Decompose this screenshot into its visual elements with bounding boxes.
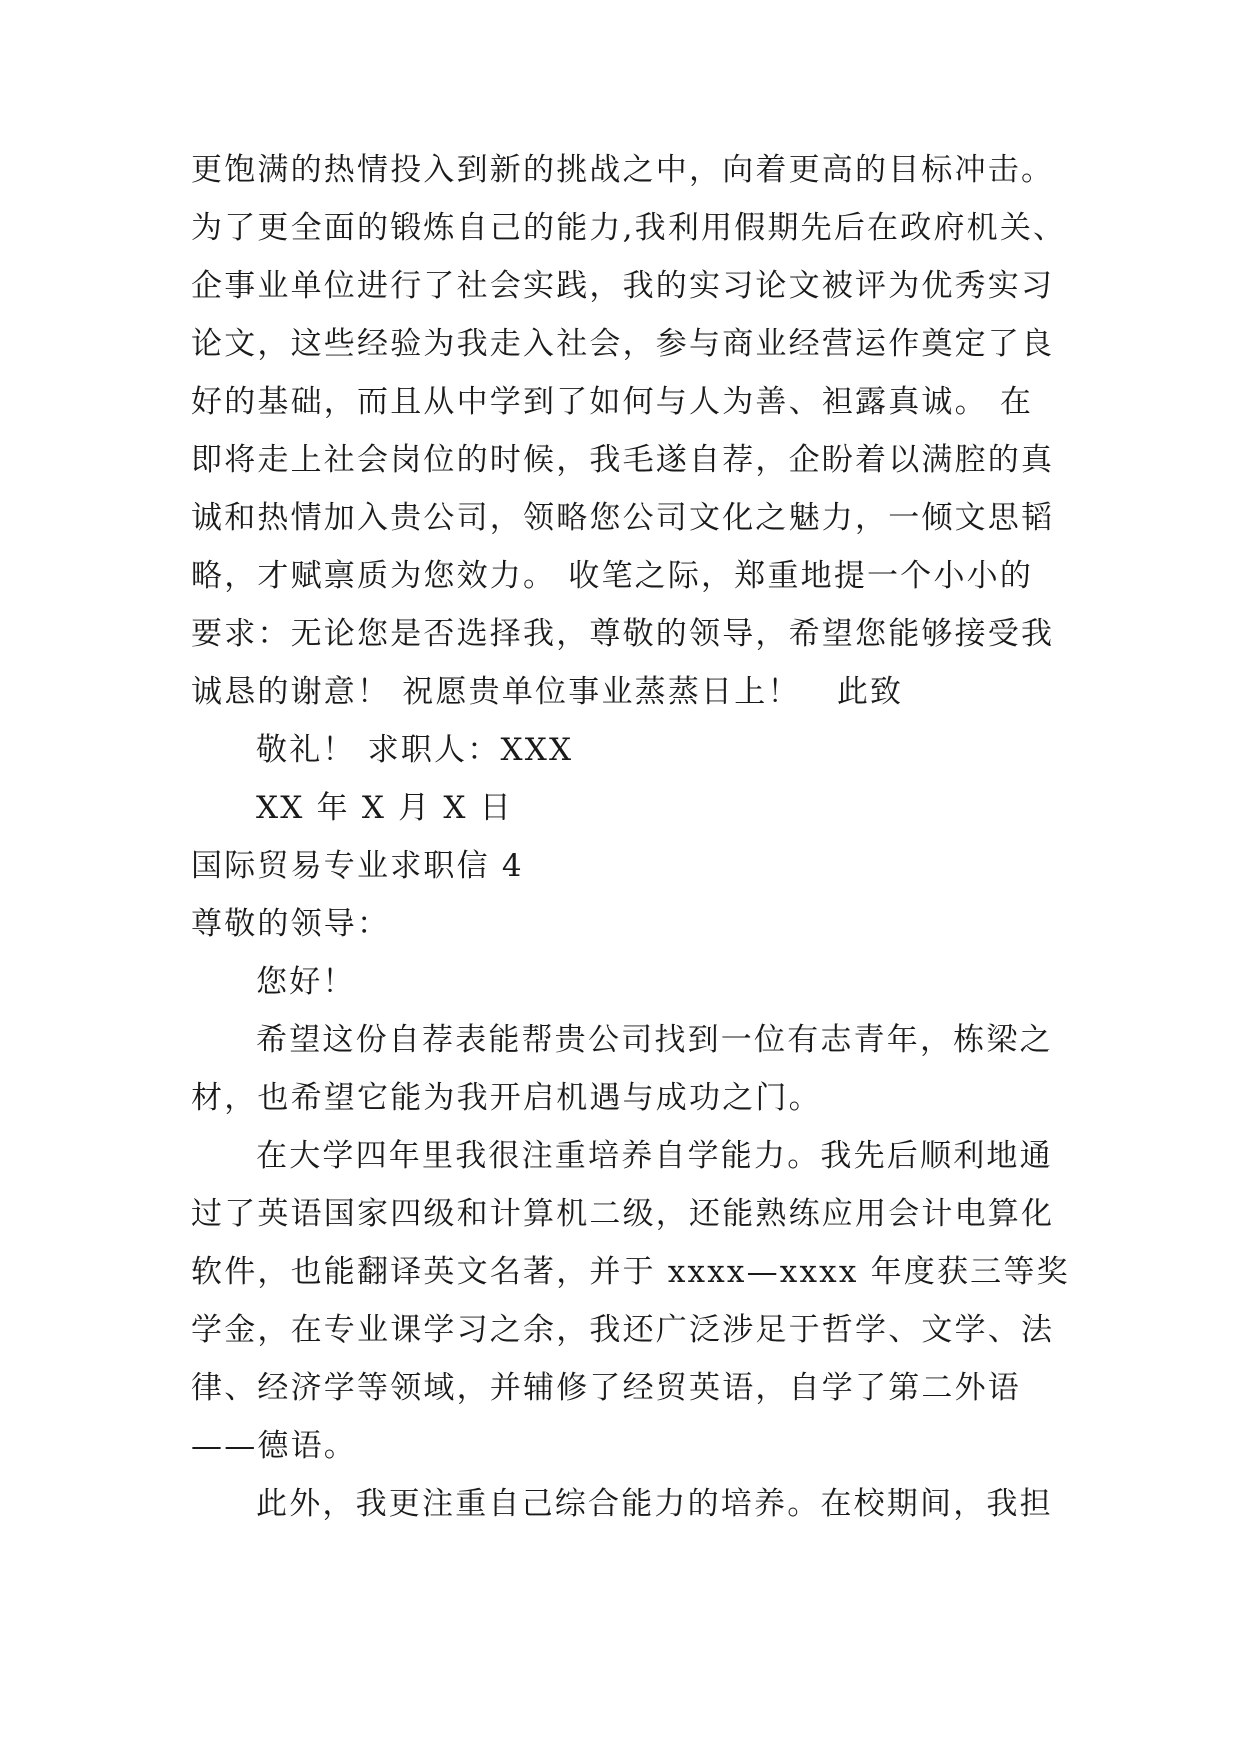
text-line: 诚和热情加入贵公司，领略您公司文化之魅力，一倾文思韬 (191, 500, 1055, 536)
text-line: 略，才赋禀质为您效力。 收笔之际，郑重地提一个小小的 (191, 558, 1034, 594)
text-line: 律、经济学等领域，并辅修了经贸英语，自学了第二外语 (191, 1370, 1021, 1406)
text-line: 学金，在专业课学习之余，我还广泛涉足于哲学、文学、法 (191, 1312, 1055, 1348)
section-title: 国际贸易专业求职信 4 (191, 848, 524, 884)
salutation: 尊敬的领导： (191, 906, 391, 942)
text-line: ——德语。 (191, 1428, 357, 1464)
text-line: 即将走上社会岗位的时候，我毛遂自荐，企盼着以满腔的真 (191, 442, 1055, 478)
text-line: 诚恳的谢意！ 祝愿贵单位事业蒸蒸日上！ 此致 (191, 674, 904, 710)
text-line: 为了更全面的锻炼自己的能力,我利用假期先后在政府机关、 (191, 210, 1067, 246)
text-line: 更饱满的热情投入到新的挑战之中，向着更高的目标冲击。 (191, 152, 1055, 188)
text-line: 好的基础，而且从中学到了如何与人为善、袒露真诚。 在 (191, 384, 1034, 420)
text-line: 过了英语国家四级和计算机二级，还能熟练应用会计电算化 (191, 1196, 1055, 1232)
text-line: 材，也希望它能为我开启机遇与成功之门。 (191, 1080, 822, 1116)
text-line: 此外，我更注重自己综合能力的培养。在校期间，我担 (256, 1486, 1053, 1522)
closing-signature: 敬礼！ 求职人：XXX (256, 732, 574, 768)
greeting: 您好！ (256, 964, 356, 1000)
text-line: 企事业单位进行了社会实践，我的实习论文被评为优秀实习 (191, 268, 1055, 304)
closing-date: XX 年 X 月 X 日 (256, 790, 513, 826)
text-line: 软件，也能翻译英文名著，并于 xxxx—xxxx 年度获三等奖 (191, 1254, 1070, 1290)
text-line: 要求：无论您是否选择我，尊敬的领导，希望您能够接受我 (191, 616, 1055, 652)
text-line: 论文，这些经验为我走入社会，参与商业经营运作奠定了良 (191, 326, 1055, 362)
text-line: 希望这份自荐表能帮贵公司找到一位有志青年，栋梁之 (256, 1022, 1053, 1058)
text-line: 在大学四年里我很注重培养自学能力。我先后顺利地通 (256, 1138, 1053, 1174)
